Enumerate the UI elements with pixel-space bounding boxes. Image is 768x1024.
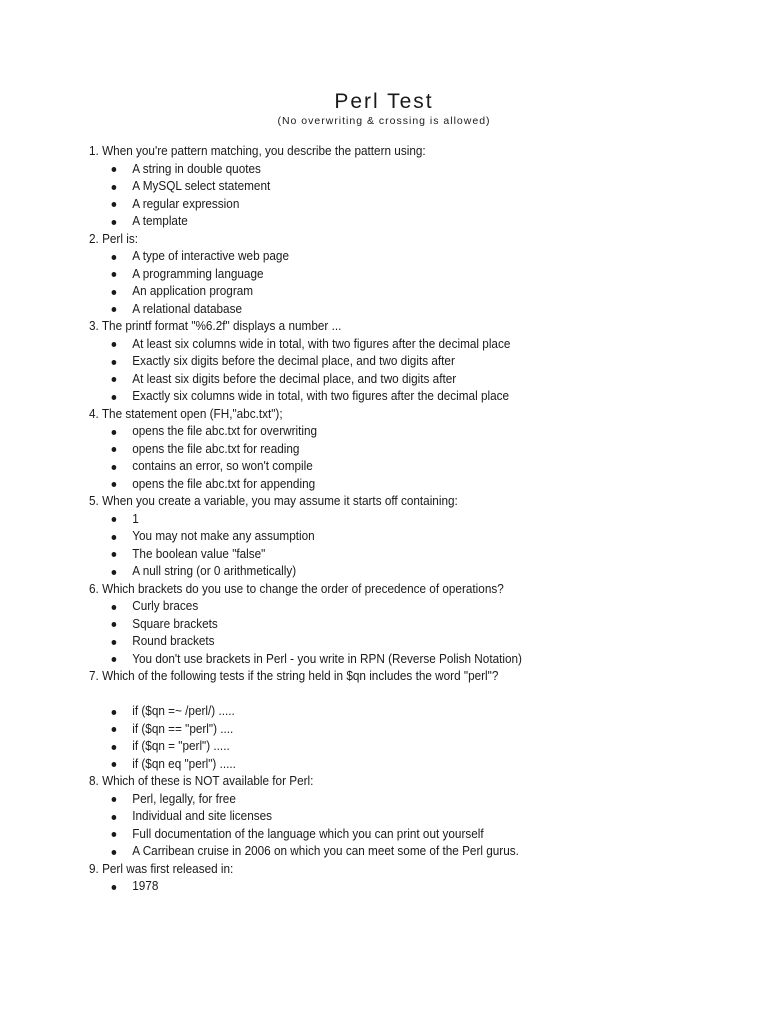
- bullet-icon: [112, 185, 117, 190]
- option-text: Curly braces: [132, 599, 199, 613]
- option-text: You don't use brackets in Perl - you write in RPN (Reverse Polish Notation): [132, 651, 522, 666]
- option-text: Perl, legally, for free: [132, 791, 236, 806]
- bullet-icon: [112, 272, 117, 277]
- option-item: [89, 441, 709, 459]
- option-item: [89, 248, 709, 266]
- bullet-icon: [112, 430, 117, 435]
- option-item: [89, 721, 709, 739]
- option-item: [89, 563, 709, 581]
- option-item: [89, 196, 709, 214]
- page-title: Perl Test: [334, 90, 434, 113]
- option-list: [89, 423, 709, 493]
- option-text: You may not make any assumption: [132, 529, 315, 543]
- option-list: [89, 878, 709, 896]
- option-list: [89, 248, 709, 318]
- option-item: [89, 511, 709, 529]
- question-7: [89, 668, 709, 773]
- option-item: [89, 528, 709, 546]
- question-text: 8. Which of these is NOT available for Perl:: [89, 774, 314, 788]
- option-item: [89, 388, 709, 406]
- bullet-icon: [112, 360, 117, 365]
- bullet-icon: [112, 762, 117, 767]
- option-item: [89, 651, 709, 669]
- question-5: [89, 493, 709, 581]
- question-text: 9. Perl was first released in:: [89, 861, 234, 876]
- bullet-icon: [112, 797, 117, 802]
- option-text: A MySQL select statement: [132, 179, 271, 193]
- bullet-icon: [112, 202, 117, 207]
- option-text: A template: [132, 214, 188, 228]
- option-item: [89, 266, 709, 284]
- option-item: [89, 616, 709, 634]
- option-text: if ($qn == "perl") ....: [132, 721, 234, 736]
- option-list: [89, 511, 709, 581]
- bullet-icon: [112, 255, 117, 260]
- option-item: [89, 371, 709, 389]
- question-text: 2. Perl is:: [89, 231, 138, 246]
- option-text: if ($qn = "perl") .....: [132, 739, 230, 753]
- option-item: [89, 476, 709, 494]
- option-text: The boolean value "false": [132, 546, 266, 561]
- bullet-icon: [112, 482, 117, 487]
- bullet-icon: [112, 377, 117, 382]
- option-text: Full documentation of the language which you can print out yourself: [132, 826, 484, 841]
- bullet-icon: [112, 657, 117, 662]
- option-text: A regular expression: [132, 196, 240, 211]
- option-text: 1: [132, 511, 139, 526]
- option-list: [89, 336, 709, 406]
- option-item: [89, 161, 709, 179]
- bullet-icon: [112, 167, 117, 172]
- option-text: if ($qn eq "perl") .....: [132, 756, 236, 771]
- option-text: Square brackets: [132, 616, 218, 631]
- option-text: A type of interactive web page: [132, 249, 290, 263]
- question-text: 1. When you're pattern matching, you describe the pattern using:: [89, 144, 426, 158]
- question-text: 5. When you create a variable, you may assume it starts off containing:: [89, 494, 458, 508]
- option-item: [89, 826, 709, 844]
- option-item: [89, 336, 709, 354]
- question-2: [89, 231, 709, 319]
- blank-line: [89, 686, 709, 704]
- bullet-icon: [112, 535, 117, 540]
- option-item: [89, 353, 709, 371]
- bullet-icon: [112, 622, 117, 627]
- question-list: [89, 143, 709, 896]
- option-list: [89, 598, 709, 668]
- bullet-icon: [112, 850, 117, 855]
- question-text: 4. The statement open (FH,"abc.txt");: [89, 406, 283, 421]
- option-item: [89, 178, 709, 196]
- option-text: At least six digits before the decimal place, and two digits after: [132, 371, 457, 386]
- option-text: if ($qn =~ /perl/) .....: [132, 704, 235, 718]
- bullet-icon: [112, 552, 117, 557]
- bullet-icon: [112, 307, 117, 312]
- bullet-icon: [112, 710, 117, 715]
- option-item: [89, 633, 709, 651]
- bullet-icon: [112, 447, 117, 452]
- option-text: opens the file abc.txt for overwriting: [132, 424, 318, 438]
- bullet-icon: [112, 220, 117, 225]
- question-text: 6. Which brackets do you use to change the order of precedence of operations?: [89, 581, 504, 596]
- question-9: [89, 861, 709, 896]
- option-text: At least six columns wide in total, with two figures after the decimal place: [132, 336, 511, 351]
- option-item: [89, 423, 709, 441]
- option-text: An application program: [132, 284, 254, 298]
- option-item: [89, 598, 709, 616]
- option-list: [89, 703, 709, 773]
- option-text: A string in double quotes: [132, 161, 261, 176]
- option-text: A Carribean cruise in 2006 on which you can meet some of the Perl gurus.: [132, 844, 519, 858]
- bullet-icon: [112, 885, 117, 890]
- bullet-icon: [112, 745, 117, 750]
- question-3: [89, 318, 709, 406]
- option-item: [89, 283, 709, 301]
- question-text: 7. Which of the following tests if the string held in $qn includes the word "perl"?: [89, 669, 499, 683]
- bullet-icon: [112, 815, 117, 820]
- question-4: [89, 406, 709, 494]
- option-list: [89, 791, 709, 861]
- question-1: [89, 143, 709, 231]
- bullet-icon: [112, 395, 117, 400]
- bullet-icon: [112, 832, 117, 837]
- bullet-icon: [112, 640, 117, 645]
- option-text: Round brackets: [132, 634, 215, 648]
- option-text: contains an error, so won't compile: [132, 459, 313, 473]
- option-item: [89, 458, 709, 476]
- option-text: Exactly six digits before the decimal place, and two digits after: [132, 354, 455, 368]
- bullet-icon: [112, 342, 117, 347]
- page-subtitle: (No overwriting & crossing is allowed): [277, 115, 491, 127]
- option-item: [89, 791, 709, 809]
- option-item: [89, 301, 709, 319]
- option-text: A relational database: [132, 301, 242, 316]
- bullet-icon: [112, 465, 117, 470]
- question-text: 3. The printf format "%6.2f" displays a number ...: [89, 319, 342, 333]
- bullet-icon: [112, 727, 117, 732]
- bullet-icon: [112, 517, 117, 522]
- option-text: opens the file abc.txt for appending: [132, 476, 316, 491]
- option-text: Individual and site licenses: [132, 809, 273, 823]
- option-item: [89, 738, 709, 756]
- option-item: [89, 703, 709, 721]
- question-6: [89, 581, 709, 669]
- option-text: A null string (or 0 arithmetically): [132, 564, 297, 578]
- option-item: [89, 878, 709, 896]
- option-item: [89, 808, 709, 826]
- bullet-icon: [112, 290, 117, 295]
- bullet-icon: [112, 570, 117, 575]
- option-text: opens the file abc.txt for reading: [132, 441, 300, 456]
- option-text: 1978: [132, 879, 159, 893]
- option-item: [89, 843, 709, 861]
- option-item: [89, 546, 709, 564]
- option-text: A programming language: [132, 266, 264, 281]
- option-item: [89, 756, 709, 774]
- bullet-icon: [112, 605, 117, 610]
- option-list: [89, 161, 709, 231]
- option-text: Exactly six columns wide in total, with two figures after the decimal place: [132, 389, 510, 403]
- option-item: [89, 213, 709, 231]
- question-8: [89, 773, 709, 861]
